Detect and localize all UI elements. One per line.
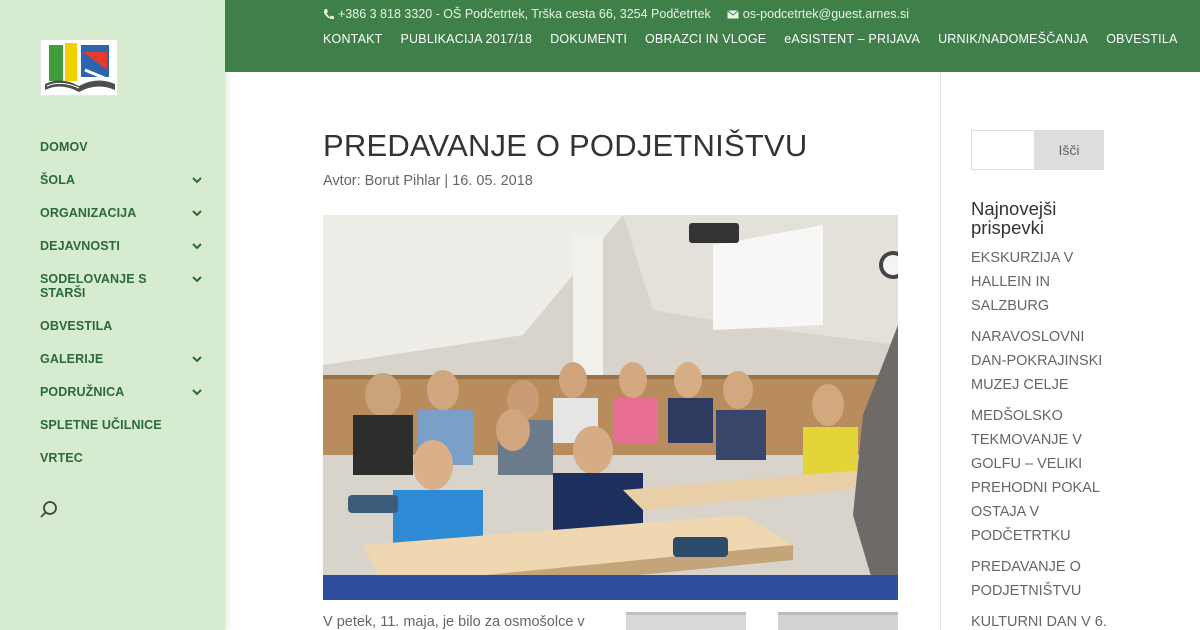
nav-item-obvestila[interactable] — [40, 319, 112, 333]
chevron-down-icon[interactable] — [190, 352, 204, 366]
nav-item-galerije[interactable] — [40, 352, 205, 366]
classroom-photo — [323, 215, 898, 600]
envelope-icon — [727, 10, 739, 19]
recent-post-link[interactable]: KULTURNI DAN V 6. — [971, 614, 1107, 630]
chevron-down-icon[interactable] — [190, 272, 204, 286]
nav-label: SPLETNE UČILNICE — [40, 418, 162, 432]
top-nav-kontakt[interactable]: KONTAKT — [323, 32, 383, 46]
contact-info — [323, 7, 909, 21]
nav-item-organizacija[interactable] — [40, 206, 205, 220]
recent-post-link[interactable]: PREDAVANJE O PODJETNIŠTVU — [971, 559, 1082, 599]
chevron-down-icon[interactable] — [190, 239, 204, 253]
nav-label: VRTEC — [40, 451, 83, 465]
nav-label: DEJAVNOSTI — [40, 239, 120, 253]
recent-posts-title: Najnovejši prispevki — [971, 198, 1057, 238]
left-sidebar — [0, 0, 225, 630]
nav-label: ORGANIZACIJA — [40, 206, 137, 220]
recent-post-link[interactable]: MEDŠOLSKO TEKMOVANJE V GOLFU – VELIKI PREHODNI POKAL OSTAJA V PODČETRTKU — [971, 408, 1100, 544]
nav-label: OBVESTILA — [40, 319, 113, 333]
post-excerpt: V petek, 11. maja, je bilo za osmošolce v — [323, 614, 585, 630]
gallery-thumbnail[interactable] — [778, 612, 898, 630]
recent-post-link[interactable]: NARAVOSLOVNI DAN-POKRAJINSKI MUZEJ CELJE — [971, 329, 1103, 393]
nav-item-vrtec[interactable] — [40, 451, 83, 465]
nav-label: ŠOLA — [40, 173, 76, 187]
search-button[interactable]: Išči — [1034, 130, 1104, 170]
nav-label: DOMOV — [40, 140, 88, 154]
nav-item-spletne-ucilnice[interactable] — [40, 418, 162, 432]
chevron-down-icon[interactable] — [190, 206, 204, 220]
phone-text: +386 3 818 3320 - OŠ Podčetrtek, Trška cesta 66, 3254 Podčetrtek — [338, 7, 711, 21]
search-icon[interactable] — [39, 500, 59, 520]
top-nav-obvestila[interactable]: OBVESTILA — [1106, 32, 1178, 46]
email-link[interactable] — [727, 7, 909, 21]
chevron-down-icon[interactable] — [190, 173, 204, 187]
nav-item-podruznica[interactable] — [40, 385, 205, 399]
recent-post-link[interactable]: EKSKURZIJA V HALLEIN IN SALZBURG — [971, 250, 1074, 314]
nav-label: PODRUŽNICA — [40, 385, 125, 399]
recent-posts-list — [971, 246, 1111, 630]
chevron-down-icon[interactable] — [190, 385, 204, 399]
nav-label: GALERIJE — [40, 352, 104, 366]
gallery-thumbnail[interactable] — [626, 612, 746, 630]
nav-item-domov[interactable] — [40, 140, 88, 154]
nav-item-sodelovanje[interactable] — [40, 272, 205, 300]
top-nav — [323, 29, 1178, 50]
top-nav-obrazci[interactable]: OBRAZCI IN VLOGE — [645, 32, 767, 46]
post-featured-image[interactable] — [323, 215, 898, 600]
phone-icon — [323, 8, 334, 20]
email-text: os-podcetrtek@guest.arnes.si — [742, 7, 910, 21]
top-nav-urnik[interactable]: URNIK/NADOMEŠČANJA — [938, 32, 1089, 46]
school-logo[interactable] — [40, 39, 118, 96]
book-logo-icon — [41, 40, 119, 97]
column-divider — [940, 72, 941, 630]
top-nav-publikacija[interactable]: PUBLIKACIJA 2017/18 — [400, 32, 533, 46]
nav-item-dejavnosti[interactable] — [40, 239, 205, 253]
search-input[interactable] — [971, 130, 1035, 170]
top-bar — [225, 0, 1200, 72]
top-nav-dokumenti[interactable]: DOKUMENTI — [550, 32, 627, 46]
nav-item-sola[interactable] — [40, 173, 205, 187]
post-title: PREDAVANJE O PODJETNIŠTVU — [323, 128, 808, 163]
top-nav-easistent[interactable]: eASISTENT – PRIJAVA — [784, 32, 921, 46]
nav-label: SODELOVANJE S STARŠI — [40, 272, 147, 300]
post-meta: Avtor: Borut Pihlar | 16. 05. 2018 — [323, 173, 533, 189]
